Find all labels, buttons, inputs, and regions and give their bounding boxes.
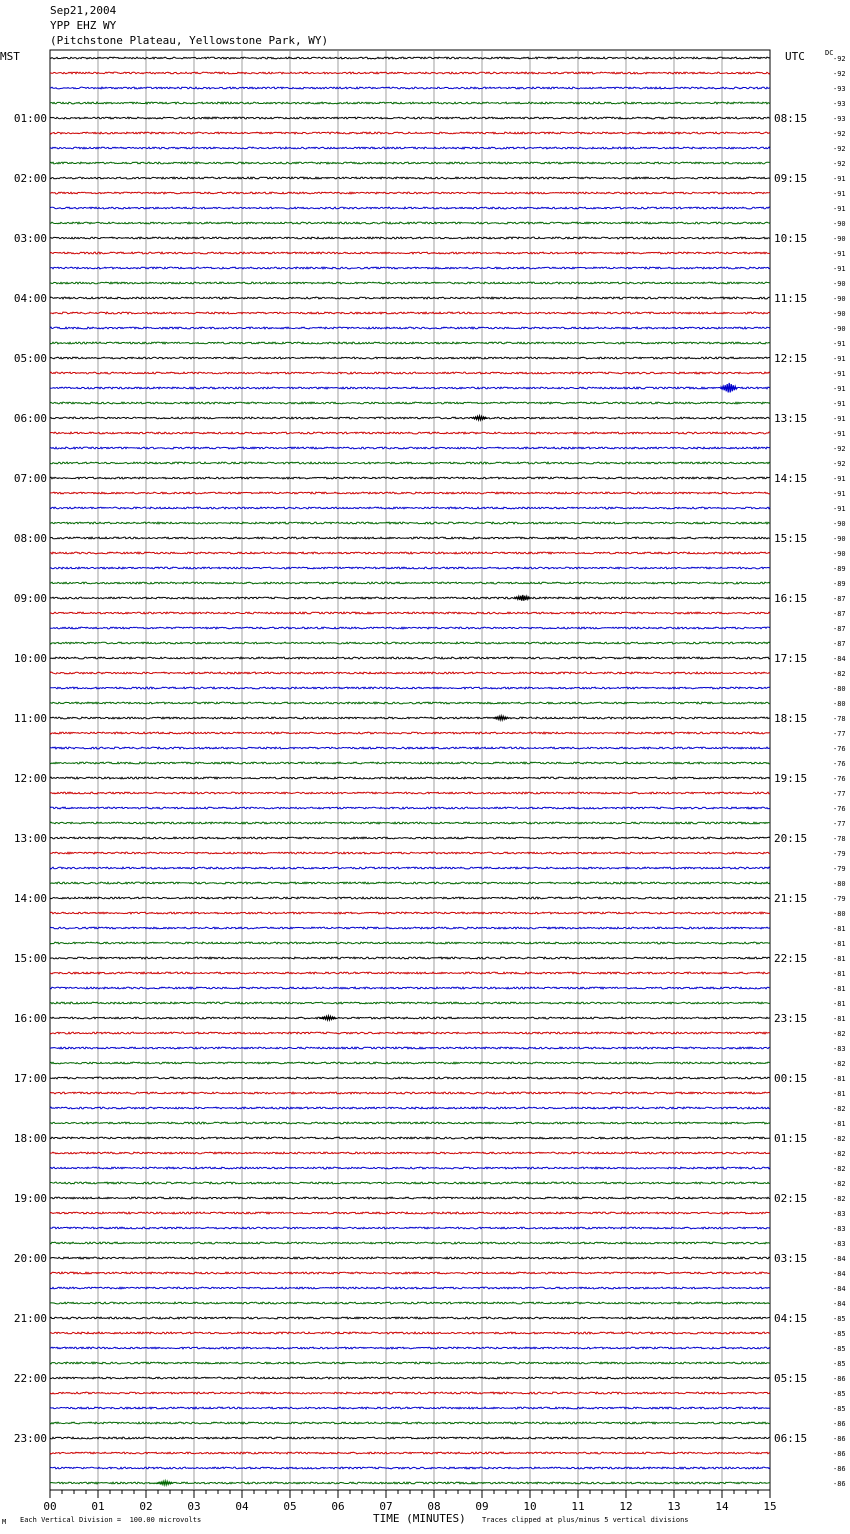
seismic-trace xyxy=(50,192,770,194)
seismic-trace xyxy=(50,1302,770,1304)
seismic-trace xyxy=(50,387,770,389)
mst-hour-label: 12:00 xyxy=(13,772,47,785)
dc-offset-label: -79 xyxy=(833,850,846,858)
seismic-trace xyxy=(50,1437,770,1439)
dc-offset-label: -82 xyxy=(833,1030,846,1038)
seismic-trace xyxy=(50,672,770,674)
dc-offset-label: -91 xyxy=(833,190,846,198)
dc-offset-label: -81 xyxy=(833,970,846,978)
dc-offset-label: -80 xyxy=(833,880,846,888)
utc-hour-label: 20:15 xyxy=(774,832,808,845)
dc-offset-label: -86 xyxy=(833,1420,846,1428)
dc-offset-label: -85 xyxy=(833,1390,846,1398)
dc-offset-label: -85 xyxy=(833,1405,846,1413)
seismic-trace xyxy=(50,657,770,659)
utc-hour-label: 17:15 xyxy=(774,652,808,665)
seismic-trace xyxy=(50,177,770,179)
mst-hour-label: 07:00 xyxy=(13,472,47,485)
utc-hour-label: 01:15 xyxy=(774,1132,808,1145)
seismic-trace xyxy=(50,357,770,359)
seismic-trace xyxy=(50,972,770,974)
dc-offset-label: -83 xyxy=(833,1240,846,1248)
dc-offset-label: -81 xyxy=(833,955,846,963)
utc-hour-label: 15:15 xyxy=(774,532,808,545)
dc-offset-label: -84 xyxy=(833,655,846,663)
seismic-trace xyxy=(50,732,770,734)
seismic-trace xyxy=(50,1287,770,1289)
dc-offset-label: -91 xyxy=(833,400,846,408)
mst-hour-label: 02:00 xyxy=(13,172,47,185)
dc-offset-label: -90 xyxy=(833,220,846,228)
dc-offset-label: -87 xyxy=(833,640,846,648)
mst-hour-label: 10:00 xyxy=(13,652,47,665)
dc-offset-label: -80 xyxy=(833,910,846,918)
seismic-trace xyxy=(50,1332,770,1334)
seismic-trace xyxy=(50,1092,770,1094)
utc-hour-label: 06:15 xyxy=(774,1432,808,1445)
seismic-trace xyxy=(50,327,770,329)
mst-hour-label: 11:00 xyxy=(13,712,47,725)
dc-offset-label: -76 xyxy=(833,745,846,753)
seismic-trace xyxy=(50,942,770,944)
seismic-event xyxy=(515,595,531,601)
seismic-trace xyxy=(50,1167,770,1169)
dc-offset-label: -85 xyxy=(833,1315,846,1323)
dc-offset-label: -79 xyxy=(833,895,846,903)
seismic-trace xyxy=(50,1152,770,1154)
dc-offset-label: -90 xyxy=(833,550,846,558)
seismic-trace xyxy=(50,1032,770,1034)
dc-offset-label: -81 xyxy=(833,1120,846,1128)
mst-hour-label: 09:00 xyxy=(13,592,47,605)
mst-hour-label: 16:00 xyxy=(13,1012,47,1025)
dc-offset-label: -82 xyxy=(833,670,846,678)
dc-offset-label: -90 xyxy=(833,520,846,528)
x-tick-label: 14 xyxy=(715,1500,729,1513)
dc-offset-label: -84 xyxy=(833,1300,846,1308)
seismic-trace xyxy=(50,987,770,989)
scale-note: Each Vertical Division = 100.00 microvolts xyxy=(20,1516,202,1524)
dc-offset-label: -79 xyxy=(833,865,846,873)
seismic-trace xyxy=(50,522,770,524)
seismic-trace xyxy=(50,162,770,164)
dc-offset-label: -92 xyxy=(833,130,846,138)
seismic-trace xyxy=(50,852,770,854)
utc-hour-label: 02:15 xyxy=(774,1192,808,1205)
seismic-trace xyxy=(50,582,770,584)
seismic-trace xyxy=(50,912,770,914)
x-tick-label: 05 xyxy=(283,1500,297,1513)
dc-offset-label: -85 xyxy=(833,1360,846,1368)
utc-hour-label: 23:15 xyxy=(774,1012,808,1025)
seismic-trace xyxy=(50,1122,770,1124)
dc-offset-label: -87 xyxy=(833,610,846,618)
dc-offset-label: -84 xyxy=(833,1270,846,1278)
dc-offset-label: -91 xyxy=(833,250,846,258)
seismic-trace xyxy=(50,1317,770,1319)
seismic-trace xyxy=(50,297,770,299)
seismic-trace xyxy=(50,252,770,254)
dc-offset-label: -80 xyxy=(833,700,846,708)
utc-zone-label: UTC xyxy=(785,50,805,63)
mst-hour-label: 20:00 xyxy=(13,1252,47,1265)
x-tick-label: 07 xyxy=(379,1500,393,1513)
seismic-trace xyxy=(50,507,770,509)
seismic-trace xyxy=(50,792,770,794)
dc-offset-label: -81 xyxy=(833,1000,846,1008)
dc-offset-label: -82 xyxy=(833,1180,846,1188)
dc-offset-label: -90 xyxy=(833,295,846,303)
dc-offset-label: -76 xyxy=(833,760,846,768)
utc-hour-label: 18:15 xyxy=(774,712,808,725)
mst-hour-label: 21:00 xyxy=(13,1312,47,1325)
x-tick-label: 00 xyxy=(43,1500,57,1513)
dc-offset-label: -92 xyxy=(833,145,846,153)
mst-hour-label: 15:00 xyxy=(13,952,47,965)
dc-offset-label: -77 xyxy=(833,790,846,798)
seismic-trace xyxy=(50,462,770,464)
seismic-trace xyxy=(50,57,770,59)
mst-hour-label: 13:00 xyxy=(13,832,47,845)
mst-hour-label: 04:00 xyxy=(13,292,47,305)
seismic-trace xyxy=(50,927,770,929)
dc-offset-label: -91 xyxy=(833,340,846,348)
seismic-trace xyxy=(50,897,770,899)
x-tick-label: 04 xyxy=(235,1500,249,1513)
dc-offset-label: -93 xyxy=(833,85,846,93)
seismic-trace xyxy=(50,687,770,689)
dc-offset-label: -81 xyxy=(833,985,846,993)
x-tick-label: 12 xyxy=(619,1500,633,1513)
seismic-trace xyxy=(50,1242,770,1244)
x-tick-label: 10 xyxy=(523,1500,537,1513)
clip-note: Traces clipped at plus/minus 5 vertical divisions xyxy=(482,1516,689,1524)
dc-offset-label: -91 xyxy=(833,475,846,483)
seismic-trace xyxy=(50,1257,770,1259)
dc-offset-label: -81 xyxy=(833,925,846,933)
dc-offset-label: -89 xyxy=(833,565,846,573)
mst-hour-label: 22:00 xyxy=(13,1372,47,1385)
dc-offset-label: -91 xyxy=(833,415,846,423)
utc-hour-label: 00:15 xyxy=(774,1072,808,1085)
seismic-trace xyxy=(50,1377,770,1379)
dc-offset-label: -81 xyxy=(833,1075,846,1083)
seismic-trace xyxy=(50,1182,770,1184)
seismic-event xyxy=(320,1016,336,1020)
dc-offset-label: -92 xyxy=(833,445,846,453)
dc-offset-label: -86 xyxy=(833,1450,846,1458)
seismic-trace xyxy=(50,717,770,719)
dc-offset-label: -91 xyxy=(833,505,846,513)
seismic-trace xyxy=(50,372,770,374)
seismic-trace xyxy=(50,1017,770,1019)
seismic-trace xyxy=(50,882,770,884)
dc-offset-label: -90 xyxy=(833,280,846,288)
seismic-trace xyxy=(50,612,770,614)
dc-offset-label: -86 xyxy=(833,1435,846,1443)
utc-hour-label: 05:15 xyxy=(774,1372,808,1385)
dc-offset-label: -92 xyxy=(833,55,846,63)
dc-offset-label: -91 xyxy=(833,370,846,378)
x-tick-label: 09 xyxy=(475,1500,489,1513)
utc-hour-label: 13:15 xyxy=(774,412,808,425)
x-tick-label: 03 xyxy=(187,1500,201,1513)
seismic-trace xyxy=(50,1452,770,1454)
dc-offset-label: -81 xyxy=(833,940,846,948)
dc-offset-label: -93 xyxy=(833,100,846,108)
utc-hour-label: 19:15 xyxy=(774,772,808,785)
seismic-trace xyxy=(50,117,770,119)
seismic-trace xyxy=(50,1467,770,1469)
dc-offset-label: -91 xyxy=(833,265,846,273)
seismic-trace xyxy=(50,447,770,449)
seismic-trace xyxy=(50,1137,770,1139)
seismic-trace xyxy=(50,567,770,569)
seismic-trace xyxy=(50,342,770,344)
seismic-trace xyxy=(50,237,770,239)
utc-hour-label: 12:15 xyxy=(774,352,808,365)
dc-offset-label: -92 xyxy=(833,70,846,78)
mst-hour-label: 18:00 xyxy=(13,1132,47,1145)
seismic-trace xyxy=(50,1422,770,1424)
seismic-trace xyxy=(50,762,770,764)
x-tick-label: 15 xyxy=(763,1500,777,1513)
seismic-trace xyxy=(50,1227,770,1229)
dc-offset-label: -82 xyxy=(833,1150,846,1158)
dc-offset-label: -90 xyxy=(833,310,846,318)
dc-offset-label: -82 xyxy=(833,1165,846,1173)
dc-offset-label: -82 xyxy=(833,1135,846,1143)
dc-offset-label: -83 xyxy=(833,1210,846,1218)
seismic-trace xyxy=(50,627,770,629)
dc-offset-label: -83 xyxy=(833,1225,846,1233)
dc-offset-label: -84 xyxy=(833,1255,846,1263)
mst-hour-label: 19:00 xyxy=(13,1192,47,1205)
dc-offset-label: -84 xyxy=(833,1285,846,1293)
seismic-trace xyxy=(50,837,770,839)
utc-hour-label: 10:15 xyxy=(774,232,808,245)
seismic-trace xyxy=(50,417,770,419)
seismic-trace xyxy=(50,492,770,494)
seismic-trace xyxy=(50,72,770,74)
dc-offset-label: -85 xyxy=(833,1345,846,1353)
dc-offset-label: -81 xyxy=(833,1015,846,1023)
seismic-event xyxy=(721,383,737,392)
dc-offset-label: -91 xyxy=(833,175,846,183)
seismic-trace xyxy=(50,552,770,554)
seismic-trace xyxy=(50,312,770,314)
dc-offset-label: -89 xyxy=(833,580,846,588)
dc-offset-label: -90 xyxy=(833,325,846,333)
seismic-trace xyxy=(50,1002,770,1004)
dc-offset-label: -77 xyxy=(833,820,846,828)
seismic-trace xyxy=(50,747,770,749)
seismic-trace xyxy=(50,1047,770,1049)
seismic-trace xyxy=(50,807,770,809)
dc-label: DC xyxy=(825,49,834,57)
station-location: (Pitchstone Plateau, Yellowstone Park, WY) xyxy=(50,34,329,47)
seismic-event xyxy=(472,416,488,420)
mst-hour-label: 01:00 xyxy=(13,112,47,125)
seismic-trace xyxy=(50,957,770,959)
seismic-trace xyxy=(50,87,770,89)
mst-hour-label: 05:00 xyxy=(13,352,47,365)
mst-hour-label: 23:00 xyxy=(13,1432,47,1445)
dc-offset-label: -90 xyxy=(833,535,846,543)
x-tick-label: 08 xyxy=(427,1500,441,1513)
mst-hour-label: 06:00 xyxy=(13,412,47,425)
seismic-trace xyxy=(50,222,770,224)
seismic-event xyxy=(157,1481,173,1485)
dc-offset-label: -90 xyxy=(833,235,846,243)
x-tick-label: 02 xyxy=(139,1500,153,1513)
dc-offset-label: -76 xyxy=(833,805,846,813)
seismic-trace xyxy=(50,267,770,269)
dc-offset-label: -82 xyxy=(833,1060,846,1068)
dc-offset-label: -78 xyxy=(833,835,846,843)
seismic-trace xyxy=(50,1197,770,1199)
plot-date: Sep21,2004 xyxy=(50,4,117,17)
dc-offset-label: -78 xyxy=(833,715,846,723)
corner-mark: M xyxy=(2,1518,7,1526)
dc-offset-label: -77 xyxy=(833,730,846,738)
dc-offset-label: -91 xyxy=(833,490,846,498)
seismic-trace xyxy=(50,1272,770,1274)
dc-offset-label: -91 xyxy=(833,355,846,363)
mst-hour-label: 17:00 xyxy=(13,1072,47,1085)
dc-offset-label: -86 xyxy=(833,1465,846,1473)
mst-hour-label: 08:00 xyxy=(13,532,47,545)
seismic-trace xyxy=(50,777,770,779)
seismic-trace xyxy=(50,432,770,434)
utc-hour-label: 14:15 xyxy=(774,472,808,485)
seismic-trace xyxy=(50,1362,770,1364)
seismic-trace xyxy=(50,402,770,404)
seismic-trace xyxy=(50,537,770,539)
dc-offset-label: -91 xyxy=(833,430,846,438)
seismic-event xyxy=(493,716,509,720)
mst-hour-label: 14:00 xyxy=(13,892,47,905)
seismic-trace xyxy=(50,1212,770,1214)
seismic-trace xyxy=(50,1107,770,1109)
utc-hour-label: 08:15 xyxy=(774,112,808,125)
seismic-trace xyxy=(50,1392,770,1394)
x-tick-label: 01 xyxy=(91,1500,105,1513)
mst-zone-label: MST xyxy=(0,50,20,63)
seismic-trace xyxy=(50,702,770,704)
seismic-trace xyxy=(50,102,770,104)
dc-offset-label: -91 xyxy=(833,385,846,393)
utc-hour-label: 21:15 xyxy=(774,892,808,905)
seismic-trace xyxy=(50,1062,770,1064)
utc-hour-label: 03:15 xyxy=(774,1252,808,1265)
seismic-trace xyxy=(50,1347,770,1349)
seismic-trace xyxy=(50,477,770,479)
dc-offset-label: -80 xyxy=(833,685,846,693)
x-tick-label: 06 xyxy=(331,1500,345,1513)
dc-offset-label: -85 xyxy=(833,1330,846,1338)
dc-offset-label: -82 xyxy=(833,1195,846,1203)
seismic-trace xyxy=(50,207,770,209)
seismic-trace xyxy=(50,867,770,869)
dc-offset-label: -83 xyxy=(833,1045,846,1053)
dc-offset-label: -76 xyxy=(833,775,846,783)
mst-hour-label: 03:00 xyxy=(13,232,47,245)
utc-hour-label: 09:15 xyxy=(774,172,808,185)
x-tick-label: 11 xyxy=(571,1500,585,1513)
seismic-trace xyxy=(50,132,770,134)
seismic-trace xyxy=(50,1077,770,1079)
dc-offset-label: -81 xyxy=(833,1090,846,1098)
dc-offset-label: -87 xyxy=(833,595,846,603)
seismic-trace xyxy=(50,282,770,284)
seismic-trace xyxy=(50,1407,770,1409)
seismic-trace xyxy=(50,147,770,149)
seismic-trace xyxy=(50,822,770,824)
x-axis-title: TIME (MINUTES) xyxy=(373,1512,466,1525)
seismic-trace xyxy=(50,642,770,644)
dc-offset-label: -93 xyxy=(833,115,846,123)
dc-offset-label: -92 xyxy=(833,460,846,468)
utc-hour-label: 22:15 xyxy=(774,952,808,965)
seismic-trace xyxy=(50,597,770,599)
dc-offset-label: -91 xyxy=(833,205,846,213)
utc-hour-label: 11:15 xyxy=(774,292,808,305)
utc-hour-label: 04:15 xyxy=(774,1312,808,1325)
dc-offset-label: -92 xyxy=(833,160,846,168)
station-code: YPP EHZ WY xyxy=(50,19,117,32)
dc-offset-label: -82 xyxy=(833,1105,846,1113)
dc-offset-label: -87 xyxy=(833,625,846,633)
utc-hour-label: 16:15 xyxy=(774,592,808,605)
dc-offset-label: -86 xyxy=(833,1375,846,1383)
dc-offset-label: -86 xyxy=(833,1480,846,1488)
x-tick-label: 13 xyxy=(667,1500,681,1513)
